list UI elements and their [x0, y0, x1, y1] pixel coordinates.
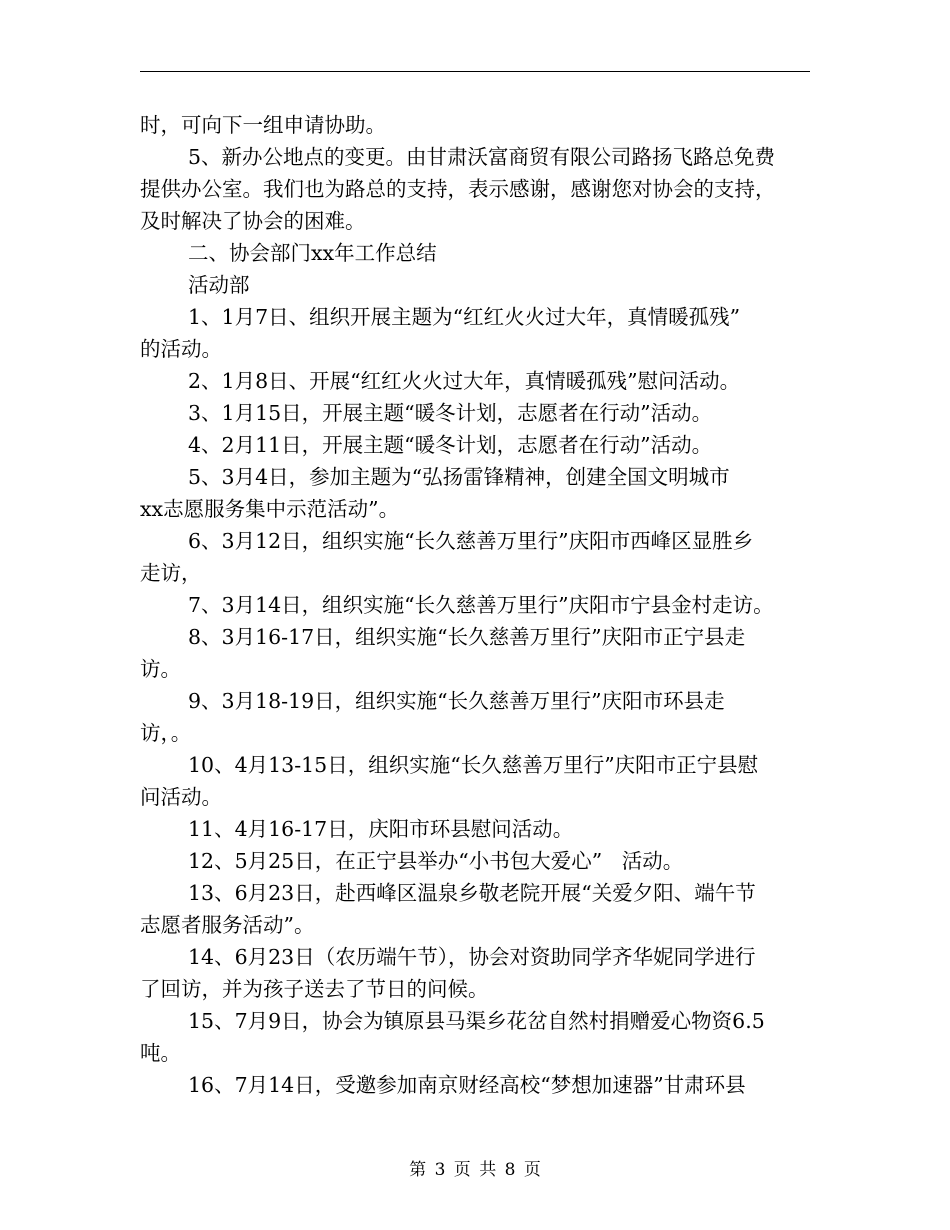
- subsection-heading: 活动部: [188, 273, 250, 297]
- text-line: 2、1月8日、开展“红红火火过大年，真情暖孤残”慰问活动。: [188, 369, 741, 393]
- text-line: 走访，: [140, 561, 202, 585]
- document-body: [140, 109, 810, 1101]
- text-line: 10、4月13-15日，组织实施“长久慈善万里行”庆阳市正宁县慰: [188, 753, 759, 777]
- text-line: 时，可向下一组申请协助。: [140, 113, 386, 137]
- text-line: 访，。: [140, 721, 192, 745]
- text-line: 问活动。: [140, 785, 222, 809]
- text-line: 3、1月15日，开展主题“暖冬计划，志愿者在行动”活动。: [188, 401, 713, 425]
- text-line: 1、1月7日、组织开展主题为“红红火火过大年，真情暖孤残”: [188, 305, 741, 329]
- text-line: 8、3月16-17日，组织实施“长久慈善万里行”庆阳市正宁县走: [188, 625, 746, 649]
- text-line: 9、3月18-19日，组织实施“长久慈善万里行”庆阳市环县走: [188, 689, 725, 713]
- text-line: 吨。: [140, 1041, 181, 1065]
- text-line: xx志愿服务集中示范活动”。: [140, 497, 400, 521]
- text-line: 4、2月11日，开展主题“暖冬计划，志愿者在行动”活动。: [188, 433, 713, 457]
- header-rule: [140, 71, 810, 72]
- text-line: 16、7月14日，受邀参加南京财经高校“梦想加速器”甘肃环县: [188, 1073, 746, 1097]
- text-line: 6、3月12日，组织实施“长久慈善万里行”庆阳市西峰区显胜乡: [188, 529, 754, 553]
- text-line: 13、6月23日，赴西峰区温泉乡敬老院开展“关爱夕阳、端午节: [188, 881, 756, 905]
- text-line: 11、4月16-17日，庆阳市环县慰问活动。: [188, 817, 574, 841]
- text-line: 访。: [140, 657, 181, 681]
- text-line: 了回访，并为孩子送去了节日的问候。: [140, 977, 489, 1001]
- page-footer: 第 3 页 共 8 页: [409, 1160, 541, 1180]
- text-line: 提供办公室。我们也为路总的支持，表示感谢，感谢您对协会的支持，: [140, 177, 776, 201]
- section-heading: 二、协会部门xx年工作总结: [188, 241, 437, 265]
- text-line: 12、5月25日，在正宁县举办“小书包大爱心” 活动。: [188, 849, 684, 873]
- text-line: 志愿者服务活动”。: [140, 913, 315, 937]
- text-line: 7、3月14日，组织实施“长久慈善万里行”庆阳市宁县金村走访。: [188, 593, 774, 617]
- text-line: 15、7月9日，协会为镇原县马渠乡花岔自然村捐赠爱心物资6.5: [188, 1009, 765, 1033]
- text-line: 的活动。: [140, 337, 222, 361]
- text-line: 5、新办公地点的变更。由甘肃沃富商贸有限公司路扬飞路总免费: [188, 145, 776, 169]
- text-line: 14、6月23日（农历端午节），协会对资助同学齐华妮同学进行: [188, 945, 756, 969]
- text-line: 及时解决了协会的困难。: [140, 209, 366, 233]
- text-line: 5、3月4日，参加主题为“弘扬雷锋精神，创建全国文明城市: [188, 465, 730, 489]
